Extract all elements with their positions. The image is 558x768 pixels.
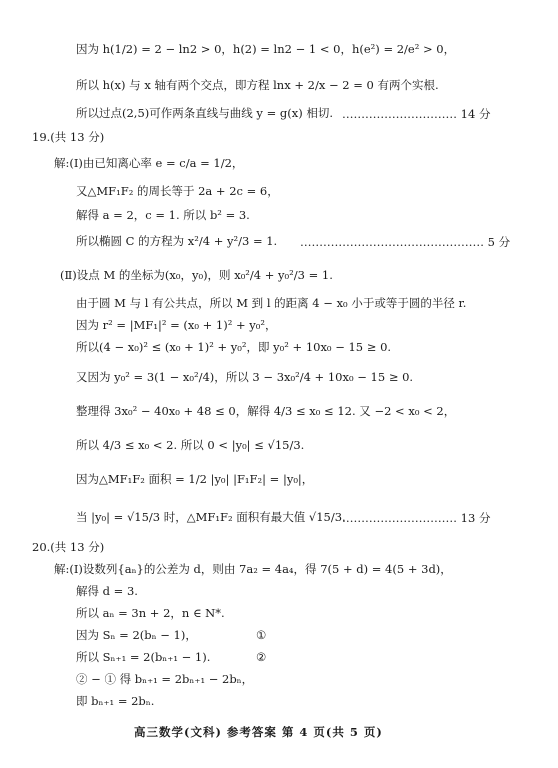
line-h-values: 因为 h(1/2) = 2 − ln2 > 0，h(2) = ln2 − 1 < 0，h(e²) = 2/e² > 0， [76,42,456,56]
line-bn-ratio: 即 bₙ₊₁ = 2bₙ. [76,694,155,708]
line-subtract: ② − ① 得 bₙ₊₁ = 2bₙ₊₁ − 2bₙ， [76,672,254,686]
line-radius: 因为 r² = |MF₁|² = (x₀ + 1)² + y₀²， [76,318,277,332]
line-eccentricity: 解:(Ⅰ)由已知离心率 e = c/a = 1/2， [54,156,244,170]
line-two-intersections: 所以 h(x) 与 x 轴有两个交点，即方程 lnx + 2/x − 2 = 0 有两个实根. [76,78,439,92]
line-solve-abc: 解得 a = 2，c = 1. 所以 b² = 3. [76,208,250,222]
line-distance-condition: 由于圆 M 与 l 有公共点，所以 M 到 l 的距离 4 − x₀ 小于或等于圆的半径 r. [76,296,467,310]
score-13: ………………………… 13 分 [342,511,491,525]
line-d-value: 解得 d = 3. [76,584,138,598]
line-range: 所以 4/3 ≤ x₀ < 2. 所以 0 < |y₀| ≤ √15/3. [76,438,305,452]
line-area: 因为△MF₁F₂ 面积 = 1/2 |y₀| |F₁F₂| = |y₀|， [76,472,314,486]
line-common-difference: 解:(Ⅰ)设数列{aₙ}的公差为 d，则由 7a₂ = 4a₄，得 7(5 + d) = 4(5 + 3d)， [54,562,452,576]
question-20-heading: 20.(共 13 分) [32,540,105,554]
score-14: ………………………… 14 分 [342,107,491,121]
line-two-tangents: 所以过点(2,5)可作两条直线与曲线 y = g(x) 相切. [76,106,333,120]
marker-circle-1: ① [256,628,267,642]
marker-circle-2: ② [256,650,267,664]
line-point-m: (Ⅱ)设点 M 的坐标为(x₀，y₀)，则 x₀²/4 + y₀²/3 = 1. [60,268,333,282]
line-quadratic: 整理得 3x₀² − 40x₀ + 48 ≤ 0，解得 4/3 ≤ x₀ ≤ 12. 又 −2 < x₀ < 2， [76,404,456,418]
question-19-heading: 19.(共 13 分) [32,130,105,144]
line-perimeter: 又△MF₁F₂ 的周长等于 2a + 2c = 6， [76,184,279,198]
page-footer: 高三数学(文科) 参考答案 第 4 页(共 5 页) [134,725,383,739]
line-inequality: 所以(4 − x₀)² ≤ (x₀ + 1)² + y₀²，即 y₀² + 10x₀ − 15 ≥ 0. [76,340,392,354]
line-sn-plus-1: 所以 Sₙ₊₁ = 2(bₙ₊₁ − 1). [76,650,211,664]
line-sn: 因为 Sₙ = 2(bₙ − 1)， [76,628,197,642]
line-ellipse-equation: 所以椭圆 C 的方程为 x²/4 + y²/3 = 1. [76,234,278,248]
line-max-area: 当 |y₀| = √15/3 时，△MF₁F₂ 面积有最大值 √15/3. [76,510,346,524]
score-5: ………………………………………… 5 分 [300,235,511,249]
line-an-formula: 所以 aₙ = 3n + 2，n ∈ N*. [76,606,225,620]
line-substitute: 又因为 y₀² = 3(1 − x₀²/4)，所以 3 − 3x₀²/4 + 10x₀ − 15 ≥ 0. [76,370,414,384]
